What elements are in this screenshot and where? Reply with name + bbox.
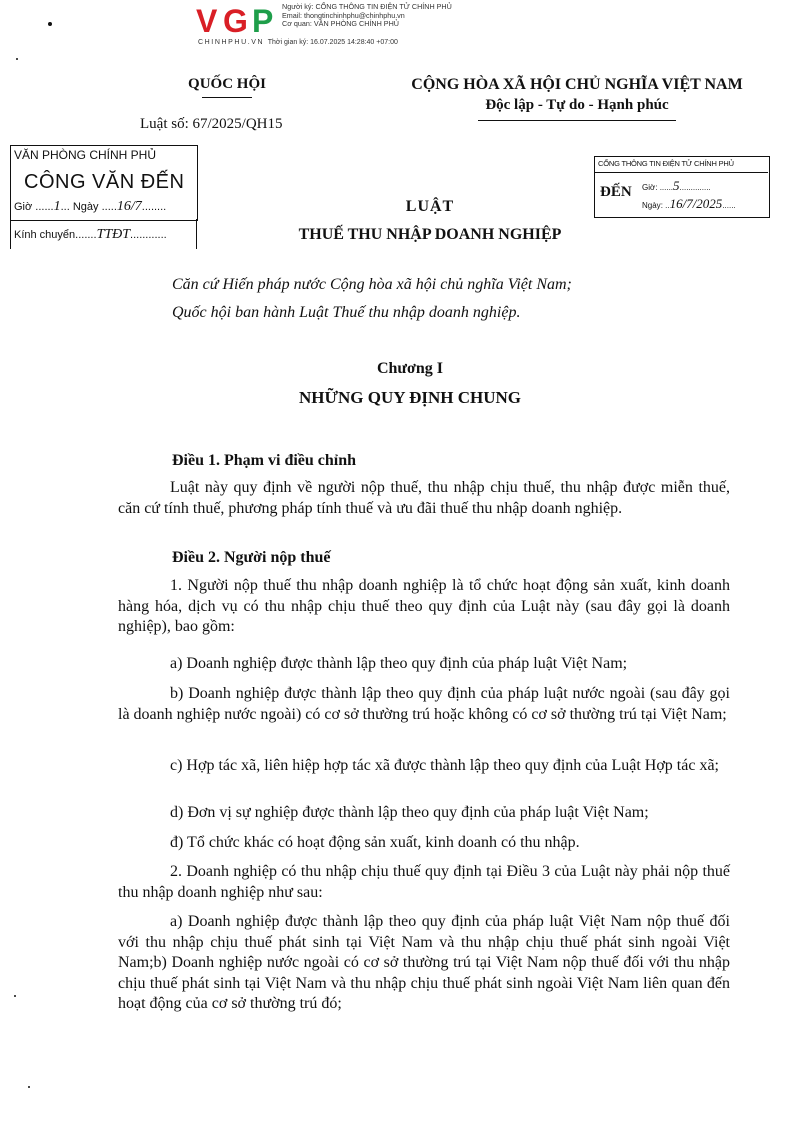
issuing-body: QUỐC HỘI (188, 76, 266, 92)
document-title: THUẾ THU NHẬP DOANH NGHIỆP (298, 226, 562, 243)
scan-speck (14, 995, 16, 997)
chapter-label: Chương I (376, 360, 444, 377)
stamp-title: CÔNG VĂN ĐẾN (24, 171, 185, 193)
stamp-forward-row: Kính chuyển.......TTĐT............ (14, 227, 167, 242)
stamp-den: ĐẾN (600, 184, 632, 200)
stamp-org: VĂN PHÒNG CHÍNH PHỦ (14, 148, 157, 162)
chapter-title: NHỮNG QUY ĐỊNH CHUNG (298, 388, 522, 407)
signature-info (282, 3, 452, 29)
scan-speck (48, 22, 52, 26)
stamp-date: Ngày: ..16/7/2025...... (642, 196, 736, 211)
law-number: Luật số: 67/2025/QH15 (140, 116, 283, 132)
national-title: CỘNG HÒA XÃ HỘI CHỦ NGHĨA VIỆT NAM (411, 76, 743, 93)
article-2-heading: Điều 2. Người nộp thuế (172, 549, 331, 566)
header-underline (202, 97, 252, 98)
signature-agency: Cơ quan: VĂN PHÒNG CHÍNH PHỦ (282, 19, 399, 29)
article-2-point-d: d) Đơn vị sự nghiệp được thành lập theo quy định của pháp luật Việt Nam; (170, 804, 649, 821)
motto-underline (478, 120, 676, 121)
received-stamp-left (10, 145, 198, 251)
article-2-clause-2-point-a: a) Doanh nghiệp được thành lập theo quy định của pháp luật Việt Nam nộp thuế đối với thu nhập chịu thuế phát sinh tại Việt Nam và thu nhập chịu thuế phát sinh ngoài Việt Nam;b) Doanh nghiệp nước ngoài có cơ sở thường trú tại Việt Nam nộp thuế đối với thu nhập chịu thuế phát sinh tại Việt Nam và thu nhập chịu thuế phát sinh ngoài Việt Nam liên quan đến hoạt động của cơ sở thường trú đó; (118, 913, 730, 1012)
signature-signer: Người ký: CỔNG THÔNG TIN ĐIỆN TỬ CHÍNH PHỦ (282, 2, 452, 11)
stamp-time-row: Giờ ......1... Ngày .....16/7........ (14, 199, 167, 214)
stamp-org: CỔNG THÔNG TIN ĐIỆN TỬ CHÍNH PHỦ (598, 159, 734, 168)
article-2-point-c: c) Hợp tác xã, liên hiệp hợp tác xã được thành lập theo quy định của Luật Hợp tác xã; (170, 757, 719, 774)
article-1-heading: Điều 1. Phạm vi điều chỉnh (172, 452, 357, 469)
legal-basis: Căn cứ Hiến pháp nước Cộng hòa xã hội chủ nghĩa Việt Nam; (172, 276, 572, 293)
signature-brand: CHINHPHU.VN Thời gian ký: 16.07.2025 14:28:40 +07:00 (198, 39, 398, 46)
article-1-text: Luật này quy định về người nộp thuế, thu nhập chịu thuế, thu nhập được miễn thuế, căn cứ tính thuế, phương pháp tính thuế và ưu đãi thuế thu nhập doanh nghiệp. (118, 479, 730, 517)
scan-speck (16, 58, 18, 60)
document-type: LUẬT (405, 198, 455, 215)
scan-speck (28, 1086, 30, 1088)
enactment-statement: Quốc hội ban hành Luật Thuế thu nhập doanh nghiệp. (172, 304, 521, 321)
national-motto: Độc lập - Tự do - Hạnh phúc (485, 97, 669, 113)
signature-time: Thời gian ký: 16.07.2025 14:28:40 +07:00 (267, 39, 398, 46)
article-2-point-a: a) Doanh nghiệp được thành lập theo quy định của pháp luật Việt Nam; (170, 655, 628, 672)
article-2-clause-2: 2. Doanh nghiệp có thu nhập chịu thuế quy định tại Điều 3 của Luật này phải nộp thuế thu nhập doanh nghiệp như sau: (118, 863, 730, 901)
vgp-logo: V G P (196, 3, 274, 39)
signature-email: Email: thongtinchinhphu@chinhphu.vn (282, 10, 405, 20)
article-2-point-dd: đ) Tổ chức khác có hoạt động sản xuất, kinh doanh có thu nhập. (170, 834, 580, 851)
article-2-clause-1: 1. Người nộp thuế thu nhập doanh nghiệp là tổ chức hoạt động sản xuất, kinh doanh hàng hóa, dịch vụ có thu nhập chịu thuế theo quy định của Luật này (sau đây gọi là doanh nghiệp), bao gồm: (118, 577, 730, 635)
article-2-point-b: b) Doanh nghiệp được thành lập theo quy định của pháp luật nước ngoài (sau đây gọi là doanh nghiệp nước ngoài) có cơ sở thường trú hoặc không có cơ sở thường trú tại Việt Nam; (118, 685, 730, 723)
stamp-hour: Giờ: ......5.............. (642, 178, 711, 193)
